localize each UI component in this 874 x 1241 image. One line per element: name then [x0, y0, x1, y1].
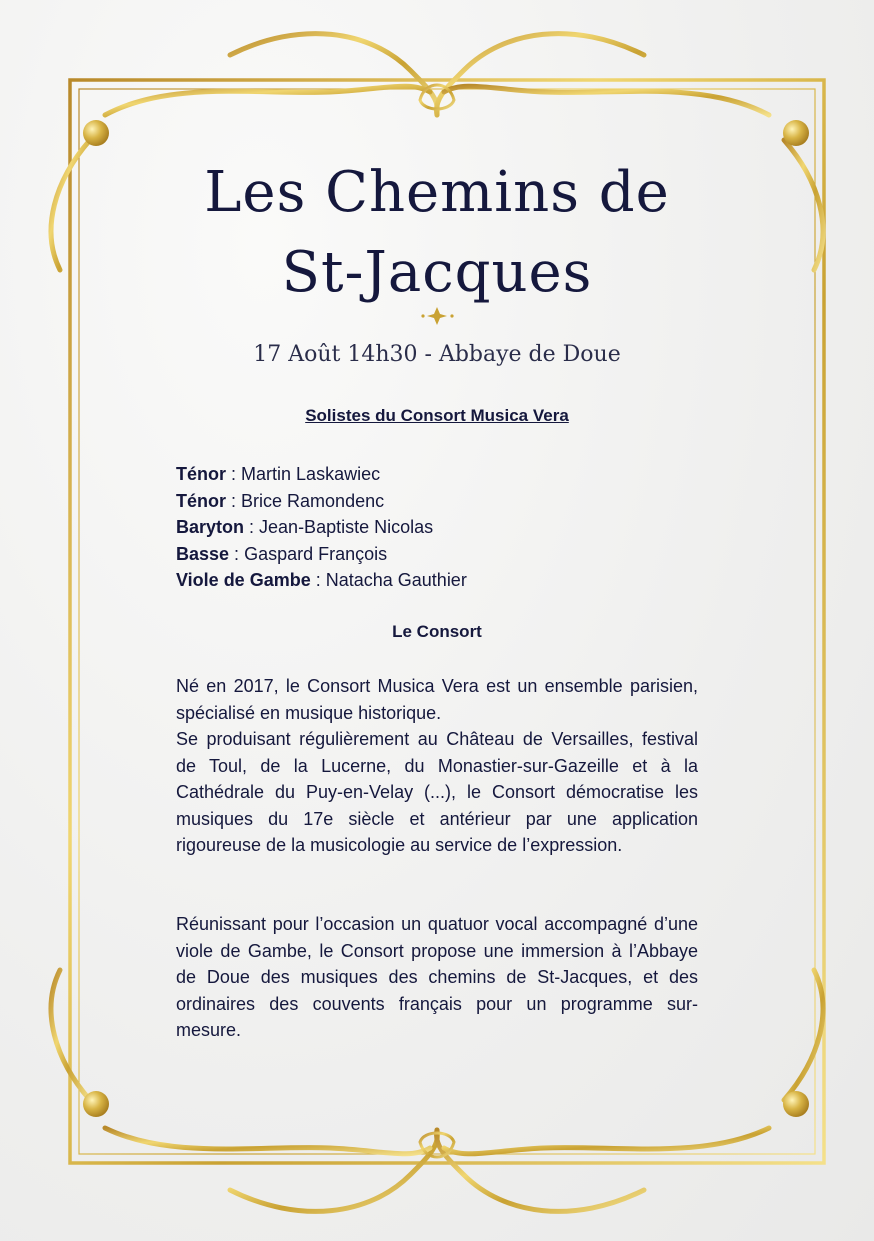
corner-ornament-bottom-right [783, 1091, 809, 1117]
top-flourish [105, 34, 769, 115]
soloist-item: Ténor : Brice Ramondenc [176, 490, 385, 511]
soloist-name: Brice Ramondenc [241, 490, 385, 511]
corner-ornament-bottom-left [83, 1091, 109, 1117]
consort-paragraph-3: Réunissant pour l’occasion un quatuor vocal accompagné d’une viole de Gambe, le Consort propose une immersion à l’Abbaye de Doue des musiques des chemins de St-Jacques, et des ordinaires des couvents français pour un programme sur-mesure. [176, 914, 698, 1040]
soloist-role: Ténor [176, 490, 227, 511]
page-title-line1: Les Chemins de [204, 160, 670, 225]
soloist-role: Basse [176, 543, 230, 564]
soloist-role: Baryton [176, 517, 245, 537]
soloist-role: Ténor [176, 464, 227, 484]
right-side-flourish [784, 140, 823, 1100]
soloist-item: Viole de Gambe : Natacha Gauthier [176, 570, 467, 590]
event-date-location: 17 Août 14h30 - Abbaye de Doue [253, 342, 621, 367]
soloist-name: Jean-Baptiste Nicolas [259, 517, 434, 537]
soloist-role: Viole de Gambe [176, 570, 311, 590]
page-title-line2: St-Jacques [281, 240, 593, 305]
consort-paragraph-2: Se produisant régulièrement au Château de Versailles, festival de Toul, de la Lucerne, du Monastier-sur-Gazeille et à la Cathédrale du Puy-en-Velay (...), le Consort démocratise les musiques du 17e siècle et antérieur par une application rigoureuse de la musicologie au service de l’expression. [176, 729, 698, 855]
divider-sparkle-icon [427, 307, 447, 325]
soloist-item: Basse : Gaspard François [176, 543, 388, 564]
divider-dot [450, 314, 453, 317]
consort-paragraph-1: Né en 2017, le Consort Musica Vera est un ensemble parisien, spécialisé en musique historique. [176, 676, 698, 723]
bottom-flourish [105, 1128, 769, 1211]
soloists-heading: Solistes du Consort Musica Vera [305, 406, 569, 425]
consort-heading: Le Consort [392, 622, 482, 641]
divider-dot [421, 314, 424, 317]
soloist-name: Gaspard François [244, 543, 388, 564]
soloist-item: Baryton : Jean-Baptiste Nicolas [176, 517, 434, 537]
soloist-item: Ténor : Martin Laskawiec [176, 464, 381, 484]
corner-ornament-top-right [783, 120, 809, 146]
corner-ornament-top-left [83, 120, 109, 146]
soloist-name: Martin Laskawiec [241, 464, 381, 484]
soloist-name: Natacha Gauthier [325, 570, 467, 590]
soloists-list [176, 461, 698, 594]
